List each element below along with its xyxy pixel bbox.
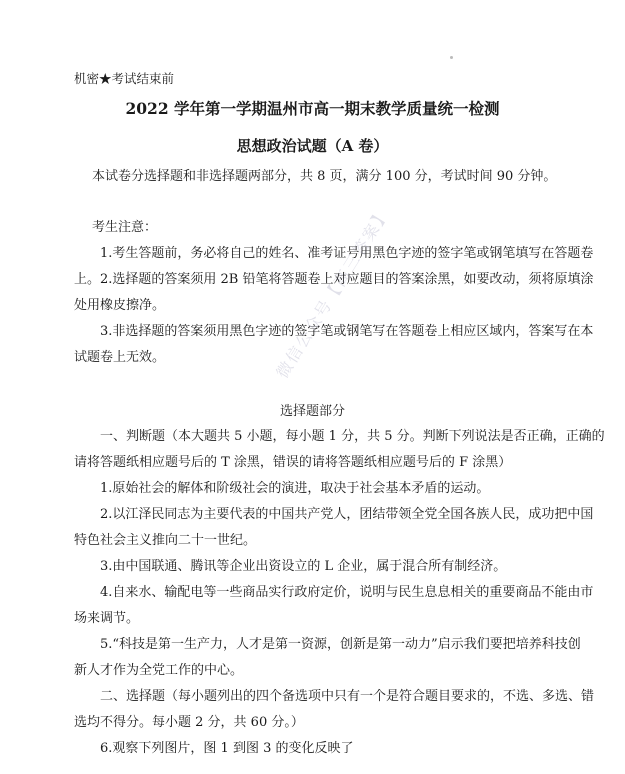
part1-instruction: 请将答题纸相应题号后的 T 涂黑，错误的请将答题纸相应题号后的 F 涂黑）: [74, 455, 512, 470]
question-3: 3.由中国联通、腾讯等企业出资设立的 L 企业，属于混合所有制经济。: [100, 559, 507, 574]
watermark: 微信公众号【高三答案】: [272, 203, 394, 382]
exam-subtitle: 思想政治试题（A 卷）: [236, 137, 389, 155]
question-5-cont: 新人才作为全党工作的中心。: [74, 663, 244, 678]
question-2-cont: 特色社会主义推向二十一世纪。: [74, 533, 257, 548]
exam-intro: 本试卷分选择题和非选择题两部分，共 8 页，满分 100 分，考试时间 90 分钟。: [92, 169, 557, 184]
question-2: 2.以江泽民同志为主要代表的中国共产党人，团结带领全党全国各族人民，成功把中国: [100, 507, 594, 522]
question-6: 6.观察下列图片，图 1 到图 3 的变化反映了: [100, 741, 354, 756]
question-5: 5.“科技是第一生产力，人才是第一资源，创新是第一动力”启示我们要把培养科技创: [100, 637, 581, 652]
part2-instruction: 二、选择题（每小题列出的四个备选项中只有一个是符合题目要求的，不选、多选、错: [100, 689, 595, 704]
notice-line: 1.考生答题前，务必将自己的姓名、准考证号用黑色字迹的签字笔或钢笔填写在答题卷: [100, 246, 594, 261]
notice-line: 处用橡皮擦净。: [74, 298, 166, 313]
notice-line: 3.非选择题的答案须用黑色字迹的签字笔或钢笔写在答题卷上相应区域内，答案写在本: [100, 324, 594, 339]
section-title: 选择题部分: [279, 404, 345, 419]
question-1: 1.原始社会的解体和阶级社会的演进，取决于社会基本矛盾的运动。: [100, 481, 490, 496]
notice-line: 试题卷上无效。: [74, 350, 166, 365]
notice-line: 上。2.选择题的答案须用 2B 铅笔将答题卷上对应题目的答案涂黑，如要改动，须将原填涂: [74, 272, 594, 287]
exam-title: 2022 学年第一学期温州市高一期末教学质量统一检测: [125, 99, 500, 118]
confidential-label: 机密★考试结束前: [74, 71, 175, 86]
question-4: 4.自来水、输配电等一些商品实行政府定价，说明与民生息息相关的重要商品不能由市: [100, 585, 594, 600]
question-4-cont: 场来调节。: [74, 611, 140, 626]
notice-heading: 考生注意：: [92, 220, 158, 235]
part1-instruction: 一、判断题（本大题共 5 小题，每小题 1 分，共 5 分。判断下列说法是否正确，正确的: [100, 429, 605, 444]
part2-instruction: 选均不得分。每小题 2 分，共 60 分。）: [74, 715, 304, 730]
speck-mark: [450, 56, 453, 59]
